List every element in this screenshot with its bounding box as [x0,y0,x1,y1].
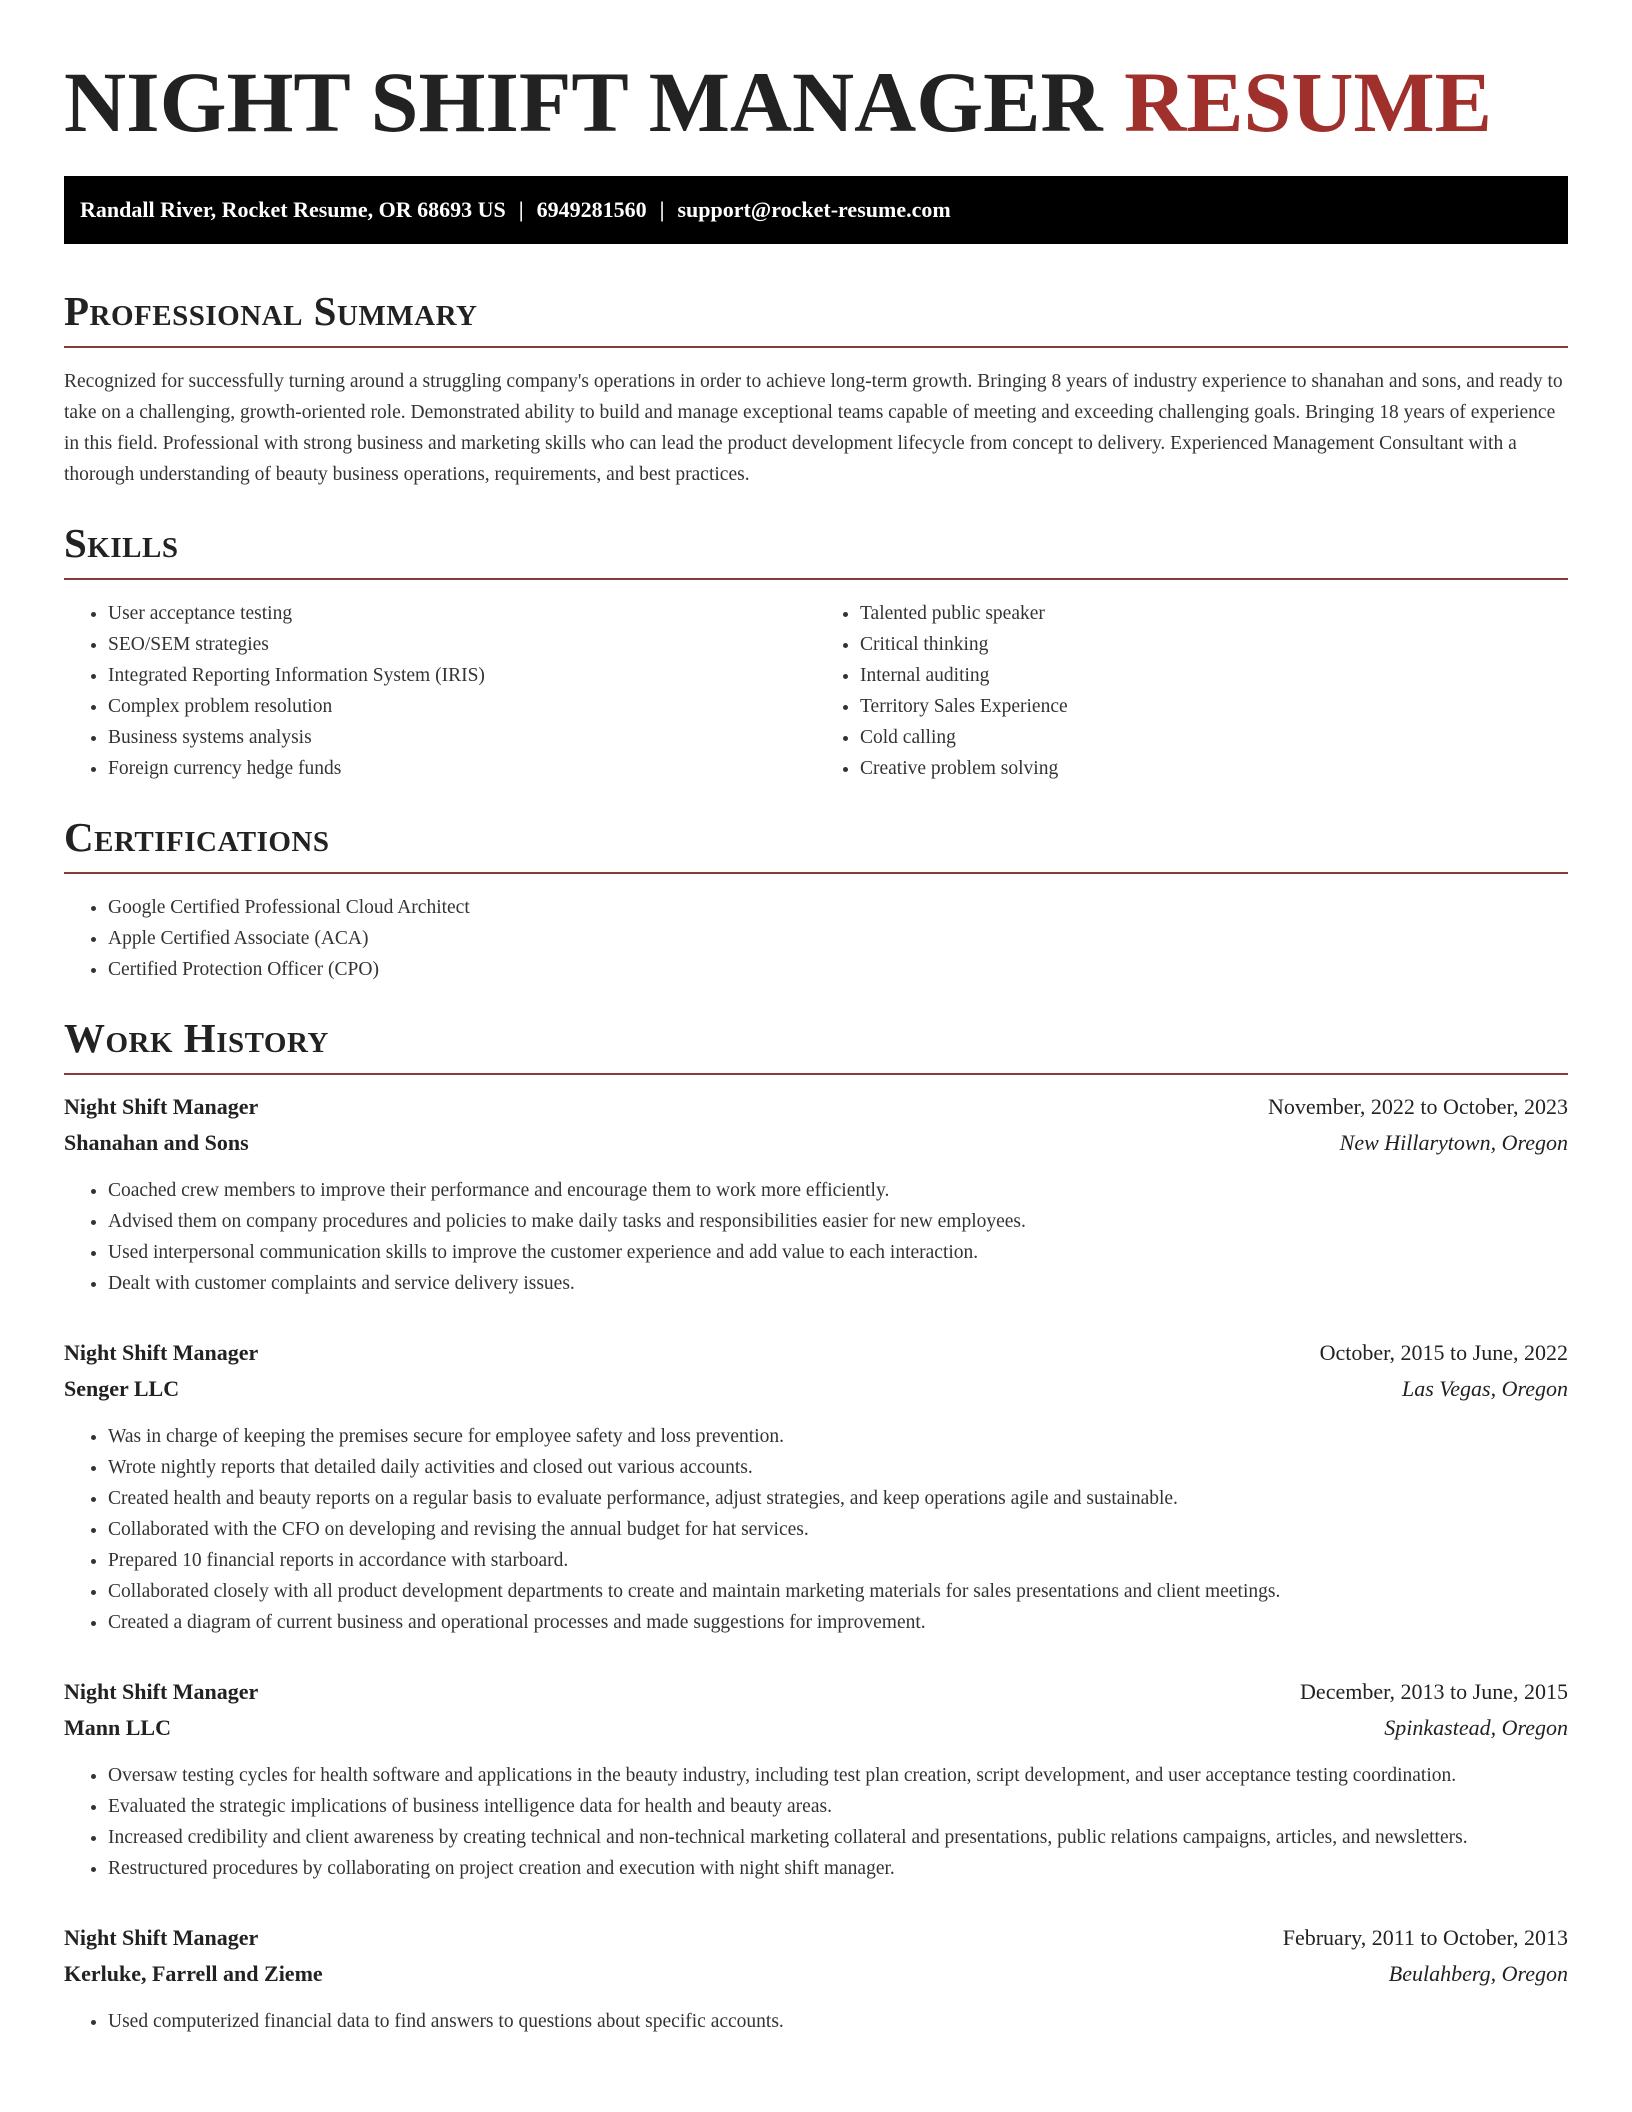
list-item: • Collaborated closely with all product development departments to create and maintain marketing materials for sales presentations and client meetings. [108,1576,1568,1607]
job-location: Spinkastead, Oregon [1384,1715,1568,1740]
summary-text: Recognized for successfully turning around a struggling company's operations in order to achieve long-term growth. Bringing 8 years of industry experience to shanahan and sons, and ready to take on a challenging, growth-oriented role. Demonstrated ability to build and manage exceptional teams capable of meeting and exceeding challenging goals. Bringing 18 years of experience in this field. Professional with strong business and marketing skills who can lead the product development lifecycle from concept to delivery. Experienced Management Consultant with a thorough understanding of beauty business operations, requirements, and best practices. [64,371,1563,485]
contact-email[interactable]: support@rocket-resume.com [677,197,951,222]
skills-list-right [816,598,1568,784]
job-company-row [64,1371,1568,1407]
job-duties-list [64,2006,1568,2037]
list-item: • Creative problem solving [860,753,1568,784]
job-company-row [64,1710,1568,1746]
list-item: • Increased credibility and client awareness by creating technical and non-technical marketing collateral and presentations, public relations campaigns, articles, and newsletters. [108,1822,1568,1853]
section-heading-certifications: Certifications [64,814,330,860]
list-item: • Cold calling [860,722,1568,753]
certifications-section [64,812,1568,985]
list-item: • Collaborated with the CFO on developing and revising the annual budget for hat services. [108,1514,1568,1545]
list-item: • Google Certified Professional Cloud Architect [108,892,1568,923]
job-entry [64,1920,1568,2037]
certifications-list [64,892,1568,985]
resume-page [64,0,1568,2037]
job-location: Las Vegas, Oregon [1401,1376,1568,1401]
job-company-row [64,1956,1568,1992]
list-item: • User acceptance testing [108,598,816,629]
section-heading-skills: Skills [64,520,179,566]
job-dates: February, 2011 to October, 2013 [1282,1925,1568,1950]
job-title: Night Shift Manager [64,1340,259,1365]
section-divider [64,346,1568,348]
job-duties-list [64,1760,1568,1884]
list-item: • Talented public speaker [860,598,1568,629]
job-title-row [64,1674,1568,1710]
job-title-row [64,1089,1568,1125]
job-company: Mann LLC [64,1715,171,1740]
job-title: Night Shift Manager [64,1679,259,1704]
list-item: • Dealt with customer complaints and service delivery issues. [108,1268,1568,1299]
contact-separator: | [518,197,524,222]
contact-bar [64,176,1568,244]
title-accent: RESUME [1124,54,1492,150]
skills-section [64,518,1568,784]
list-item: • Evaluated the strategic implications of business intelligence data for health and beauty areas. [108,1791,1568,1822]
list-item: • Apple Certified Associate (ACA) [108,923,1568,954]
list-item: • Critical thinking [860,629,1568,660]
list-item: • Oversaw testing cycles for health software and applications in the beauty industry, including test plan creation, script development, and user acceptance testing coordination. [108,1760,1568,1791]
job-entry [64,1089,1568,1299]
list-item: • Integrated Reporting Information System (IRIS) [108,660,816,691]
list-item: • Internal auditing [860,660,1568,691]
section-divider [64,872,1568,874]
job-company: Kerluke, Farrell and Zieme [64,1961,323,1986]
job-company-row [64,1125,1568,1161]
list-item: • Territory Sales Experience [860,691,1568,722]
list-item: • Business systems analysis [108,722,816,753]
job-title-row [64,1335,1568,1371]
contact-phone[interactable]: 6949281560 [536,197,647,222]
list-item: • Created a diagram of current business and operational processes and made suggestions for improvement. [108,1607,1568,1638]
contact-address: Randall River, Rocket Resume, OR 68693 US [80,197,506,222]
list-item: • Advised them on company procedures and policies to make daily tasks and responsibilities easier for new employees. [108,1206,1568,1237]
list-item: • Was in charge of keeping the premises secure for employee safety and loss prevention. [108,1421,1568,1452]
list-item: • Complex problem resolution [108,691,816,722]
section-divider [64,578,1568,580]
work-history-list [64,1089,1568,2037]
job-location: Beulahberg, Oregon [1388,1961,1568,1986]
job-duties-list [64,1421,1568,1638]
list-item: • Prepared 10 financial reports in accordance with starboard. [108,1545,1568,1576]
job-title: Night Shift Manager [64,1925,259,1950]
work-history-section [64,1013,1568,2037]
list-item: • Certified Protection Officer (CPO) [108,954,1568,985]
job-title: Night Shift Manager [64,1094,259,1119]
section-heading-work-history: Work History [64,1015,329,1061]
job-entry [64,1674,1568,1884]
job-dates: December, 2013 to June, 2015 [1300,1679,1568,1704]
job-company: Shanahan and Sons [64,1130,249,1155]
job-title-row [64,1920,1568,1956]
list-item: • Created health and beauty reports on a regular basis to evaluate performance, adjust strategies, and keep operations agile and sustainable. [108,1483,1568,1514]
list-item: • SEO/SEM strategies [108,629,816,660]
job-company: Senger LLC [64,1376,180,1401]
section-heading-summary: Professional Summary [64,288,478,334]
section-divider [64,1073,1568,1075]
list-item: • Wrote nightly reports that detailed daily activities and closed out various accounts. [108,1452,1568,1483]
list-item: • Used interpersonal communication skills to improve the customer experience and add value to each interaction. [108,1237,1568,1268]
summary-section [64,286,1568,490]
job-dates: October, 2015 to June, 2022 [1319,1340,1568,1365]
job-location: New Hillarytown, Oregon [1339,1130,1568,1155]
job-duties-list [64,1175,1568,1299]
job-entry [64,1335,1568,1638]
skills-list-left [64,598,816,784]
list-item: • Used computerized financial data to find answers to questions about specific accounts. [108,2006,1568,2037]
list-item: • Foreign currency hedge funds [108,753,816,784]
resume-title [64,0,1568,152]
job-dates: November, 2022 to October, 2023 [1267,1094,1568,1119]
contact-separator: | [659,197,665,222]
title-main: NIGHT SHIFT MANAGER [64,54,1103,150]
list-item: • Restructured procedures by collaborating on project creation and execution with night shift manager. [108,1853,1568,1884]
list-item: • Coached crew members to improve their performance and encourage them to work more efficiently. [108,1175,1568,1206]
